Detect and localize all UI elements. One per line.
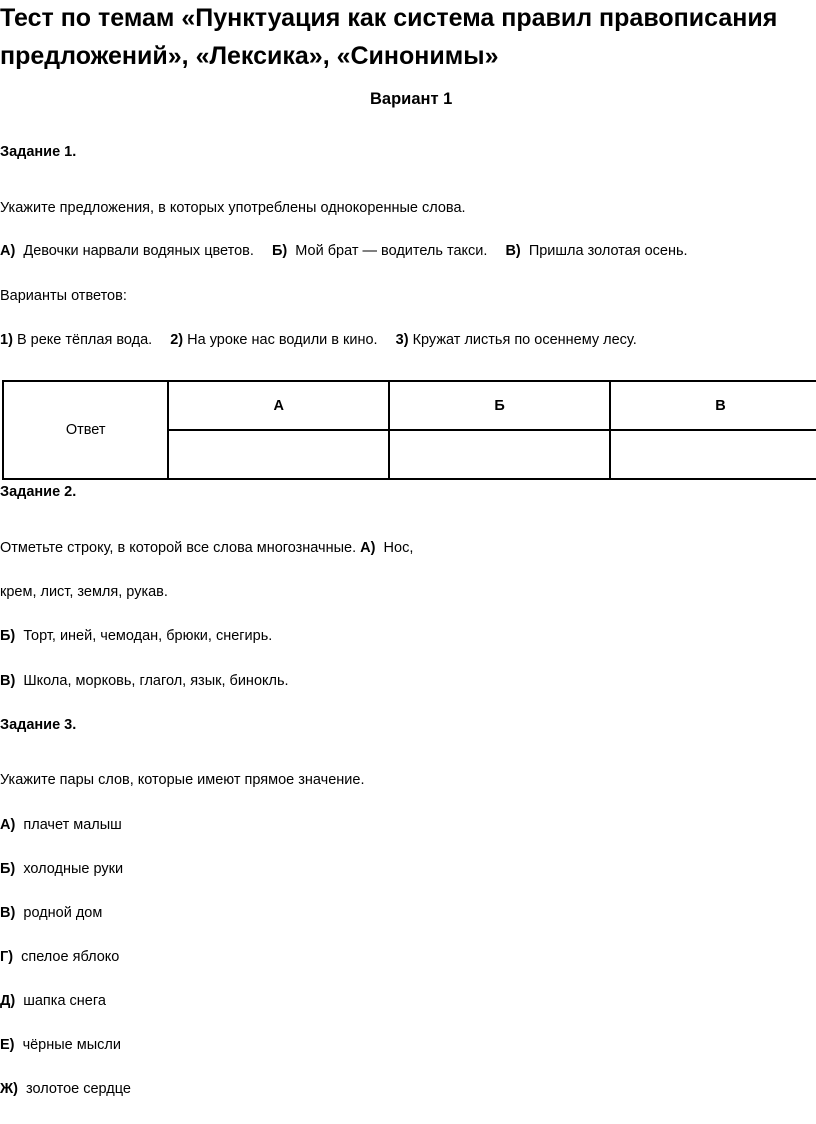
task2-option-a-letter: А) [360,540,376,556]
task3-option-f-letter: Е) [0,1037,15,1053]
task3-option-d-text: спелое яблоко [21,949,120,965]
task1-heading: Задание 1. [0,144,77,160]
task3-option-b-letter: Б) [0,861,16,877]
task3-option-g [0,1081,131,1097]
task2-option-b [0,628,272,644]
task3-option-e-text: шапка снега [23,993,106,1009]
task1-answer-2-text: На уроке нас водили в кино. [187,332,378,348]
page-title-line-1: Тест по темам «Пунктуация как система правил правописания [0,4,778,32]
task1-option-b-text: Мой брат — водитель такси. [295,243,488,259]
task3-option-c-text: родной дом [23,905,103,921]
task2-question: Отметьте строку, в которой все слова многозначные. [0,540,357,556]
task2-option-c-letter: В) [0,673,16,689]
task3-option-c-letter: В) [0,905,16,921]
task1-option-a-text: Девочки нарвали водяных цветов. [23,243,254,259]
task2-option-c-text: Школа, морковь, глагол, язык, бинокль. [23,673,289,689]
task1-option-b-letter: Б) [271,243,288,259]
task3-option-f [0,1037,121,1053]
task1-option-c-text: Пришла золотая осень. [528,243,688,259]
answer-table [2,380,816,480]
task3-heading: Задание 3. [0,717,77,733]
task1-option-a-letter: А) [0,243,16,259]
task1-answer-2-num: 2) [170,332,184,348]
task2-option-a-start: Нос, [383,540,414,556]
task1-options [0,243,688,259]
answer-cell-c[interactable] [610,430,816,479]
task2-question-line [0,540,413,556]
task1-answer-3-text: Кружат листья по осеннему лесу. [412,332,637,348]
task3-option-g-letter: Ж) [0,1081,18,1097]
answer-cell-b[interactable] [389,430,610,479]
task3-option-f-text: чёрные мысли [22,1037,121,1053]
task3-option-a [0,817,122,833]
answer-row-label: Ответ [3,381,168,479]
variant-heading: Вариант 1 [370,90,453,108]
task3-question: Укажите пары слов, которые имеют прямое значение. [0,772,365,788]
task3-option-b-text: холодные руки [23,861,124,877]
task3-option-e-letter: Д) [0,993,16,1009]
task3-option-d [0,949,119,965]
task1-answer-1-text: В реке тёплая вода. [16,332,153,348]
task1-answer-3-num: 3) [395,332,409,348]
task1-answer-1-num: 1) [0,332,13,348]
answer-col-c-header: В [610,381,816,430]
task3-option-c [0,905,102,921]
task2-option-a-cont: крем, лист, земля, рукав. [0,584,168,600]
task3-option-a-text: плачет малыш [23,817,122,833]
task1-answers [0,332,637,348]
task3-option-e [0,993,106,1009]
task1-option-c-letter: В) [505,243,521,259]
answer-table-header-row [3,381,816,430]
task1-question: Укажите предложения, в которых употреблены однокоренные слова. [0,200,466,216]
task3-option-b [0,861,123,877]
task2-option-c [0,673,289,689]
answer-cell-a[interactable] [168,430,389,479]
task2-option-b-text: Торт, иней, чемодан, брюки, снегирь. [23,628,273,644]
task2-heading: Задание 2. [0,484,77,500]
task3-option-d-letter: Г) [0,949,14,965]
task1-answers-label: Варианты ответов: [0,288,127,304]
page-title-line-2: предложений», «Лексика», «Синонимы» [0,42,499,70]
answer-col-a-header: А [168,381,389,430]
task3-option-g-text: золотое сердце [26,1081,131,1097]
task2-option-b-letter: Б) [0,628,16,644]
answer-col-b-header: Б [389,381,610,430]
task3-option-a-letter: А) [0,817,16,833]
